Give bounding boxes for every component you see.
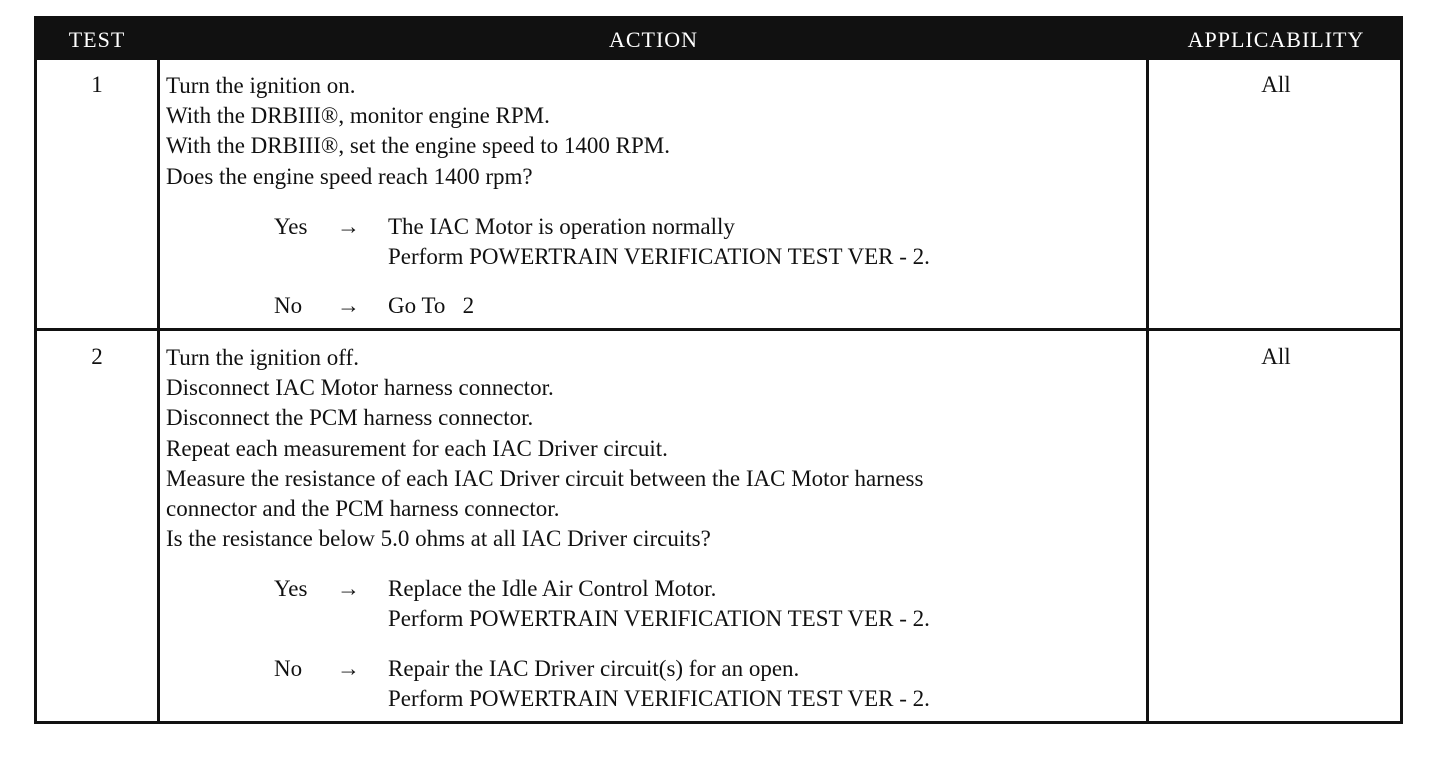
- no-label: No: [274, 656, 303, 681]
- action-steps: [166, 71, 670, 192]
- result-line: Perform POWERTRAIN VERIFICATION TEST VER - 2.: [388, 606, 930, 631]
- result-line: Perform POWERTRAIN VERIFICATION TEST VER - 2.: [388, 686, 930, 711]
- action-step: Is the resistance below 5.0 ohms at all IAC Driver circuits?: [166, 526, 711, 552]
- action-steps: [166, 343, 923, 554]
- result-line: Repair the IAC Driver circuit(s) for an open.: [388, 656, 800, 681]
- action-step: connector and the PCM harness connector.: [166, 496, 560, 522]
- arrow-right-icon: →: [337, 656, 360, 681]
- header-applicability: APPLICABILITY: [1187, 27, 1365, 52]
- result-line: Go To 2: [388, 293, 475, 318]
- result-line: The IAC Motor is operation normally: [388, 214, 735, 239]
- action-step: Turn the ignition off.: [166, 345, 359, 370]
- column-divider: [157, 60, 160, 721]
- yes-result: [388, 574, 930, 634]
- yes-result: [388, 212, 930, 272]
- result-line: Perform POWERTRAIN VERIFICATION TEST VER - 2.: [388, 244, 930, 269]
- no-result: [388, 291, 474, 321]
- applicability-value: All: [1261, 72, 1291, 97]
- action-step: Disconnect IAC Motor harness connector.: [166, 375, 554, 401]
- no-result: [388, 654, 930, 714]
- no-label: No: [274, 293, 303, 318]
- action-step: Does the engine speed reach 1400 rpm?: [166, 163, 533, 189]
- row-divider: [37, 328, 1400, 331]
- table-header: [37, 19, 1400, 60]
- diagnostic-table: [34, 16, 1403, 724]
- arrow-right-icon: →: [337, 576, 360, 601]
- action-step: Measure the resistance of each IAC Driver circuit between the IAC Motor harness: [166, 465, 924, 491]
- yes-label: Yes: [274, 576, 308, 601]
- header-action: ACTION: [608, 27, 699, 52]
- header-test: TEST: [68, 27, 126, 52]
- action-step: Repeat each measurement for each IAC Driver circuit.: [166, 435, 668, 461]
- applicability-value: All: [1261, 344, 1291, 369]
- column-divider: [1146, 60, 1149, 721]
- result-line: Replace the Idle Air Control Motor.: [388, 576, 717, 601]
- action-step: With the DRBIII®, monitor engine RPM.: [166, 103, 550, 129]
- arrow-right-icon: →: [337, 293, 360, 318]
- action-step: Turn the ignition on.: [166, 73, 356, 98]
- action-step: With the DRBIII®, set the engine speed to 1400 RPM.: [166, 133, 670, 159]
- action-step: Disconnect the PCM harness connector.: [166, 405, 534, 431]
- arrow-right-icon: →: [337, 214, 360, 239]
- test-number: 1: [91, 72, 103, 97]
- yes-label: Yes: [274, 214, 308, 239]
- test-number: 2: [91, 344, 103, 369]
